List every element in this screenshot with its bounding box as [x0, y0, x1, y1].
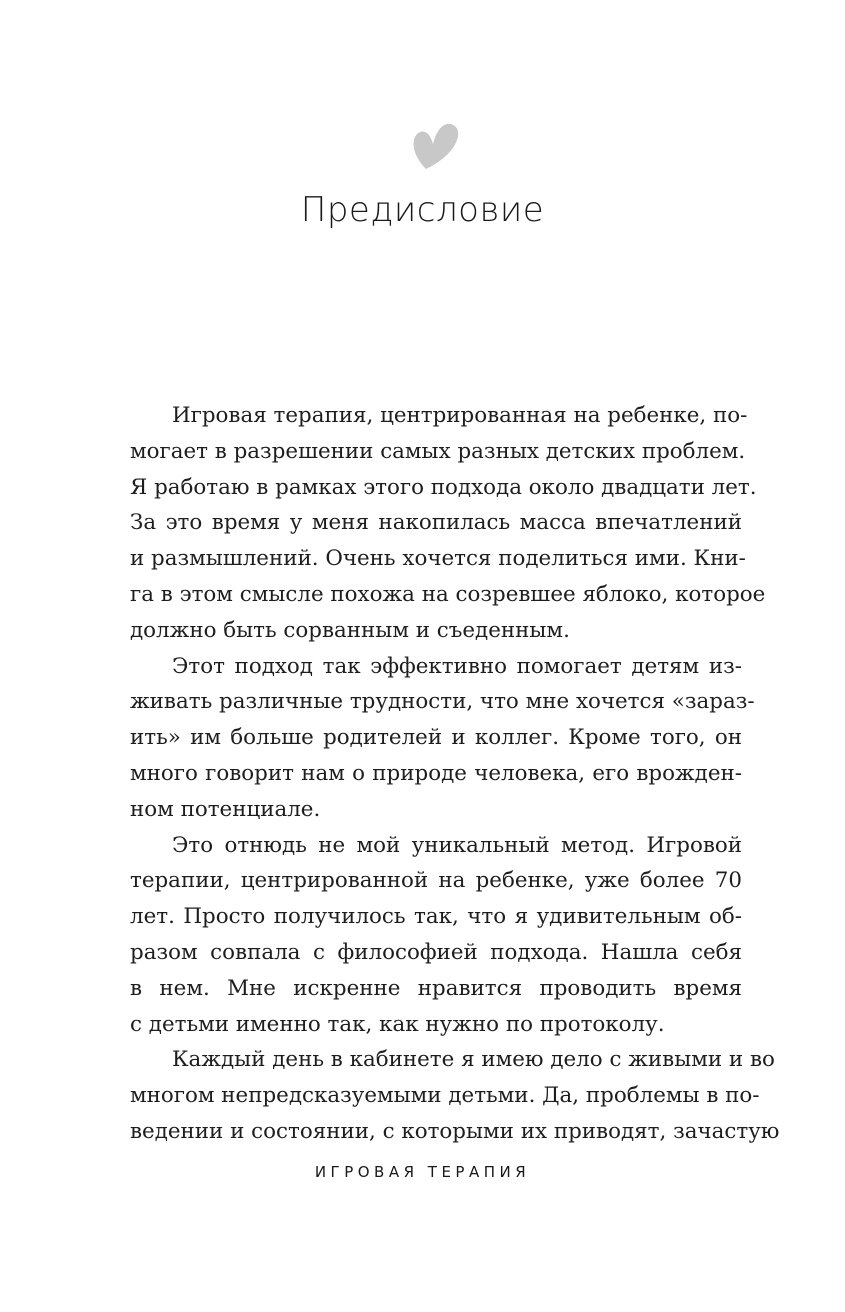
text-line: Игровая терапия, центрированная на ребенке, по-: [172, 403, 748, 428]
paragraph: [130, 649, 755, 828]
text-line: с детьми именно так, как нужно по протоколу.: [130, 1011, 665, 1037]
page-title: Предисловие: [300, 190, 545, 230]
paragraph: [130, 828, 742, 1043]
text-line: разом совпала с философией подхода. Нашла себя: [130, 939, 742, 965]
text-line: ведении и состоянии, с которыми их приводят, зачастую: [130, 1118, 780, 1144]
paragraph: [130, 398, 766, 649]
text-line: Этот подход так эффективно помогает детям из-: [172, 653, 742, 679]
text-line: живать различные трудности, что мне хочется «зараз-: [130, 689, 755, 715]
text-line: ить» им больше родителей и коллег. Кроме того, он: [130, 725, 742, 751]
text-line: лет. Просто получилось так, что я удивительным об-: [130, 904, 742, 930]
text-line: Я работаю в рамках этого подхода около двадцати лет.: [130, 474, 757, 500]
text-line: Это отнюдь не мой уникальный метод. Игровой: [172, 832, 742, 858]
body-text: [130, 398, 780, 1150]
text-line: в нем. Мне искренне нравится проводить время: [130, 975, 742, 1001]
text-line: га в этом смысле похожа на созревшее яблоко, которое: [130, 581, 766, 607]
text-line: многом непредсказуемыми детьми. Да, проблемы в по-: [130, 1083, 760, 1109]
running-footer: ИГРОВАЯ ТЕРАПИЯ: [314, 1163, 531, 1181]
paragraph: [130, 1042, 780, 1149]
text-line: и размышлений. Очень хочется поделиться ими. Кни-: [130, 546, 746, 572]
text-line: терапии, центрированной на ребенке, уже более 70: [130, 868, 742, 894]
text-line: могает в разрешении самых разных детских проблем.: [130, 438, 746, 464]
heart-icon: [409, 122, 465, 172]
text-line: должно быть сорванным и съеденным.: [130, 617, 570, 643]
text-line: много говорит нам о природе человека, его врожден-: [130, 760, 742, 786]
text-line: За это время у меня накопилась масса впечатлений: [130, 510, 742, 536]
text-line: ном потенциале.: [130, 796, 321, 822]
text-line: Каждый день в кабинете я имею дело с живыми и во: [172, 1047, 775, 1073]
